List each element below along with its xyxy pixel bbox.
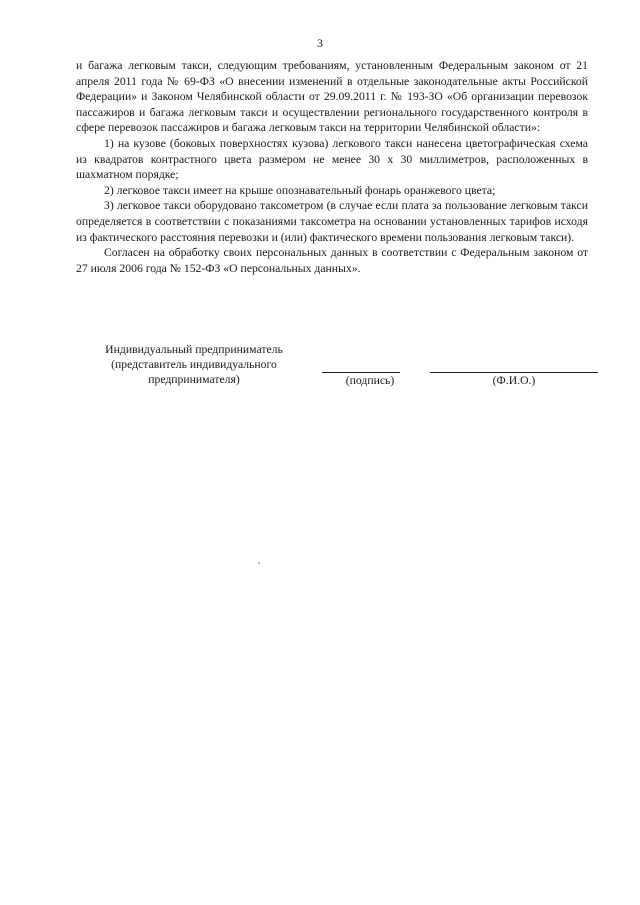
scan-speck: [258, 562, 260, 564]
signer-role: [84, 342, 304, 387]
page-number: 3: [317, 36, 323, 50]
paragraph-consent: Согласен на обработку своих персональных данных в соответствии с Федеральным законом от 27 июля 2006 года № 152-ФЗ «О персональных данных».: [76, 246, 588, 275]
paragraph-item-2: 2) легковое такси имеет на крыше опознавательный фонарь оранжевого цвета;: [104, 183, 496, 197]
paragraph-item-3: 3) легковое такси оборудовано таксометром (в случае если плата за пользование легковым такси определяется в соответствии с показаниями таксометра на основании установленных тарифов исходя из фактического расстояния перевозки и (или) фактического времени пользования легковым такси).: [76, 199, 588, 244]
signer-role-line-3: предпринимателя): [148, 373, 240, 386]
document-body: [76, 58, 588, 276]
name-caption: (Ф.И.О.): [492, 374, 536, 387]
signer-role-line-2: (представитель индивидуального: [111, 358, 277, 371]
paragraph-item-1: 1) на кузове (боковых поверхностях кузова) легкового такси нанесена цветографическая схема из квадратов контрастного цвета размером не менее 30 х 30 миллиметров, расположенных в шахматном порядке;: [76, 136, 588, 182]
signer-role-line-1: Индивидуальный предприниматель: [105, 343, 283, 356]
signature-caption: (подпись): [345, 374, 395, 387]
paragraph-intro: и багажа легковым такси, следующим требованиям, установленным Федеральным законом от 21 апреля 2011 года № 69-ФЗ «О внесении изменений в отдельные законодательные акты Российской Федерации» и Законом Челябинской области от 29.09.2011 г. № 193-ЗО «Об организации перевозок пассажиров и багажа легковым такси и осуществлении регионального государственного контроля в сфере перевозок пассажиров и багажа легковым такси на территории Челябинской области»:: [76, 59, 588, 135]
